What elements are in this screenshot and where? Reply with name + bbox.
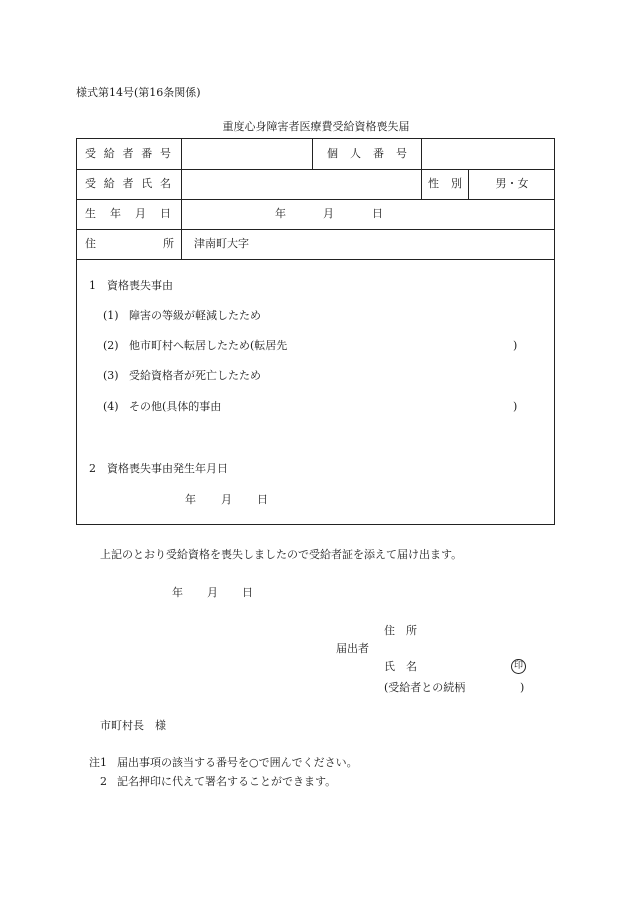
declaration-year-label: 年: [172, 586, 183, 599]
reason-text[interactable]: 障害の等級が軽減したため: [129, 309, 261, 322]
row-divider: [77, 199, 554, 200]
recipient-name-field[interactable]: [181, 169, 421, 199]
reason-number: (1): [103, 309, 119, 322]
birth-day-label: 日: [372, 207, 383, 220]
personal-number-label: 個 人 番 号: [327, 147, 407, 160]
note-text: 記名押印に代えて署名することができます。: [117, 775, 337, 788]
reason-number: (4): [103, 400, 119, 413]
address-value[interactable]: 津南町大字: [194, 237, 249, 250]
reason-text[interactable]: 他市町村へ転居したため(転居先: [129, 339, 288, 352]
recipient-name-label: 受 給 者 氏 名: [85, 177, 171, 190]
column-divider: [312, 139, 313, 169]
birthdate-label: 生 年 月 日: [85, 207, 171, 220]
address-label-second: 所: [163, 237, 174, 250]
loss-date-heading: 2 資格喪失事由発生年月日: [89, 462, 228, 475]
note-text: 届出事項の該当する番号を○で囲んでください。: [117, 756, 358, 769]
recipient-number-label: 受 給 者 番 号: [85, 147, 171, 160]
row-divider: [77, 259, 554, 260]
birth-month-label: 月: [323, 207, 334, 220]
reason-close-paren: ): [513, 339, 518, 352]
seal-mark[interactable]: 印: [511, 659, 526, 674]
reason-text[interactable]: その他(具体的事由: [129, 400, 222, 413]
relationship-label: (受給者との続柄: [384, 681, 466, 694]
declaration-day-label: 日: [242, 586, 253, 599]
loss-day-label: 日: [257, 493, 268, 506]
relationship-close-paren: ): [520, 681, 525, 694]
form-table: [76, 138, 555, 525]
reason-number: (3): [103, 369, 119, 382]
sex-label: 性 別: [428, 177, 462, 190]
submitter-label: 届出者: [336, 642, 369, 655]
note-prefix: 注1: [89, 756, 107, 769]
reason-close-paren: ): [513, 400, 518, 413]
form-title: 重度心身障害者医療費受給資格喪失届: [222, 120, 410, 133]
reason-number: (2): [103, 339, 119, 352]
personal-number-field[interactable]: [421, 139, 555, 169]
address-label-first: 住: [85, 237, 96, 250]
loss-year-label: 年: [185, 493, 196, 506]
reason-text[interactable]: 受給資格者が死亡したため: [129, 369, 261, 382]
birth-year-label: 年: [275, 207, 286, 220]
addressee: 市町村長 様: [100, 719, 166, 732]
declaration-statement: 上記のとおり受給資格を喪失しましたので受給者証を添えて届け出ます。: [100, 548, 463, 561]
form-number: 様式第14号(第16条関係): [76, 86, 201, 99]
note-prefix: 2: [100, 775, 107, 788]
declaration-month-label: 月: [207, 586, 218, 599]
reason-heading: 1 資格喪失事由: [89, 279, 173, 292]
submitter-address-label: 住 所: [384, 624, 417, 637]
row-divider: [77, 229, 554, 230]
recipient-number-field[interactable]: [181, 139, 312, 169]
submitter-name-label: 氏 名: [384, 660, 417, 673]
sex-options[interactable]: 男・女: [495, 177, 529, 190]
loss-month-label: 月: [221, 493, 232, 506]
